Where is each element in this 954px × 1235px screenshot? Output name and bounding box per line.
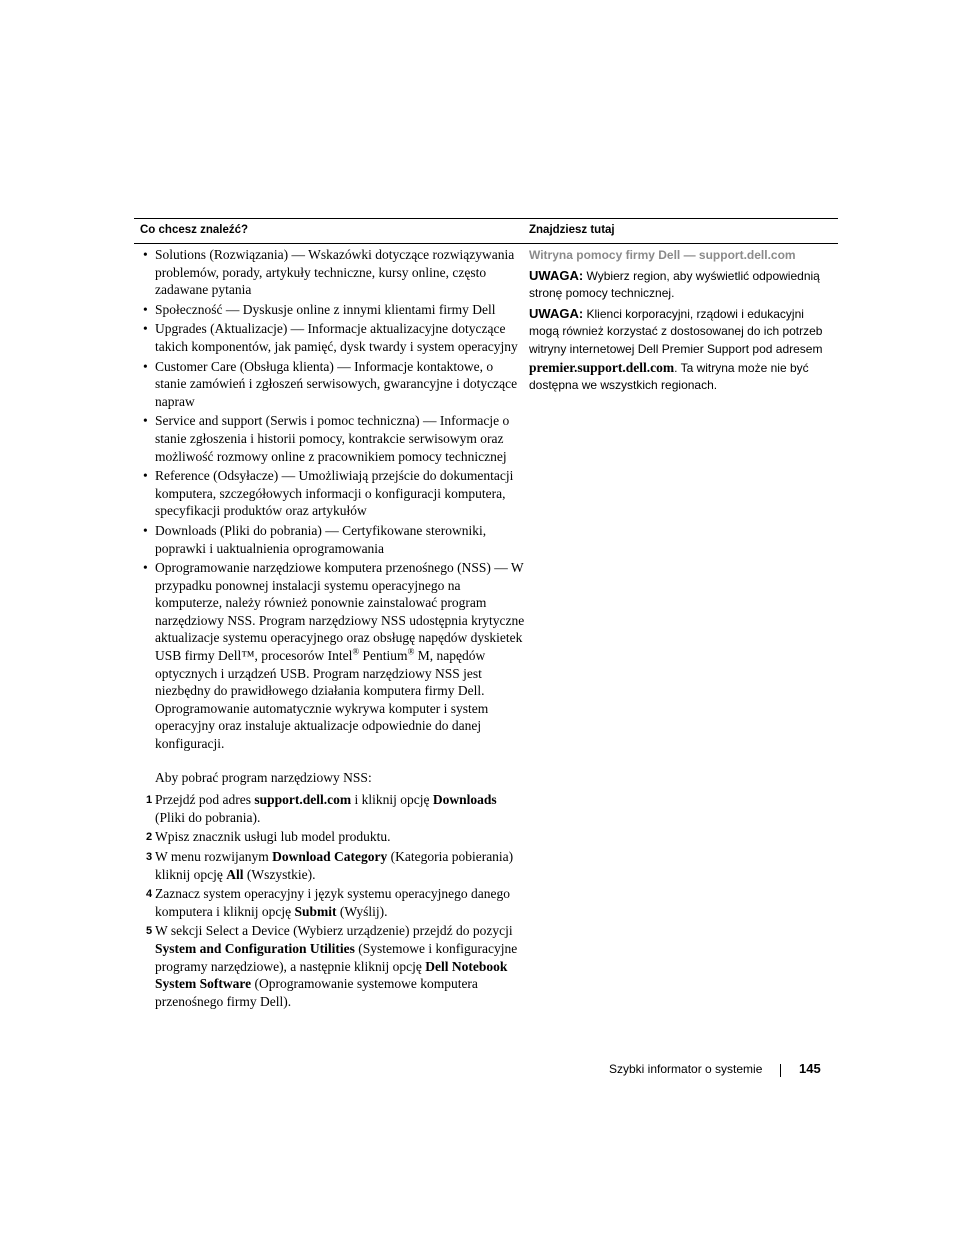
step-item	[140, 848, 525, 883]
step-item	[140, 922, 525, 1010]
list-item	[140, 301, 525, 319]
note-premier	[529, 305, 834, 395]
step-number: 1	[146, 794, 153, 807]
bullet-icon: •	[143, 321, 148, 337]
note-label: UWAGA:	[529, 267, 584, 283]
premier-support-link[interactable]: premier.support.dell.com	[529, 359, 675, 375]
bullet-icon: •	[143, 301, 148, 317]
step-text: Przejdź pod adres	[155, 792, 255, 808]
footer-separator	[780, 1064, 781, 1077]
step-item	[140, 828, 525, 846]
page-number: 145	[799, 1061, 821, 1076]
nss-download-intro: Aby pobrać program narzędziowy NSS:	[155, 769, 372, 785]
download-steps	[140, 791, 525, 1010]
list-item	[140, 522, 525, 557]
bullet-icon: •	[143, 247, 148, 262]
list-item	[140, 358, 525, 411]
list-item-text: Customer Care (Obsługa klienta) — Informacje kontaktowe, o stanie zamówień i zgłoszeń serwisowych, gwarancyjne i dotyczące napraw	[155, 358, 518, 409]
step-number: 3	[146, 851, 153, 863]
step-number: 4	[146, 888, 153, 901]
footer-title: Szybki informator o systemie	[609, 1062, 763, 1076]
list-item-text: Service and support (Serwis i pomoc techniczna) — Informacje o stanie zgłoszenia i historii pomocy, kontrakcie serwisowym oraz możliwość rozmowy online z pracownikiem pomocy technicznej	[155, 413, 510, 464]
list-item	[140, 467, 525, 520]
list-item-text: Reference (Odsyłacze) — Umożliwiają przejście do dokumentacji komputera, szczegółowych informacji o konfiguracji komputera, specyfikacji produktów oraz artykułów	[155, 468, 514, 519]
step-text: (Oprogramowanie systemowe komputera przenośnego firmy Dell).	[155, 976, 478, 1009]
step-option-notebook-software: Dell Notebook System Software	[155, 958, 508, 992]
step-option-system-utilities: System and Configuration Utilities	[155, 940, 355, 956]
step-option-download-category: Download Category	[272, 849, 388, 864]
column-header-where: Znajdziesz tutaj	[529, 224, 615, 236]
step-text: (Kategoria pobierania) kliknij opcję	[155, 849, 514, 882]
note-region	[529, 267, 834, 303]
step-option-submit: Submit	[294, 903, 337, 919]
step-link-support[interactable]: support.dell.com	[254, 792, 352, 808]
list-item-text: Społeczność — Dyskusje online z innymi klientami firmy Dell	[155, 301, 496, 317]
step-item	[140, 885, 525, 920]
list-item-nss	[140, 559, 525, 753]
header-bottom-rule	[134, 243, 838, 244]
support-site-heading: Witryna pomocy firmy Dell — support.dell.com	[529, 248, 796, 262]
nss-text-2: Pentium	[362, 648, 408, 664]
step-text: Zaznacz system operacyjny i język systemu operacyjnego danego komputera i kliknij opcję	[155, 886, 510, 919]
bullet-icon: •	[143, 468, 148, 484]
note-label: UWAGA:	[529, 305, 584, 321]
step-number: 5	[146, 925, 153, 938]
registered-mark: ®	[407, 646, 415, 657]
step-item	[140, 791, 525, 826]
table-top-rule	[134, 218, 838, 219]
list-item	[140, 246, 525, 299]
registered-mark: ®	[352, 646, 360, 657]
step-option-all: All	[226, 866, 244, 882]
step-text: i kliknij opcję	[351, 792, 433, 808]
note-text: . Ta witryna może nie być dostępna we wszystkich regionach.	[529, 360, 809, 393]
step-text: (Pliki do pobrania).	[155, 809, 261, 825]
step-text: Wpisz znacznik usługi lub model produktu.	[155, 829, 391, 845]
bullet-icon: •	[143, 560, 148, 576]
step-text: W sekcji Select a Device (Wybierz urządzenie) przejdź do pozycji	[155, 923, 513, 939]
right-column	[529, 247, 834, 397]
bullet-icon: •	[143, 522, 148, 538]
bullet-icon: •	[143, 358, 148, 374]
note-text: Klienci korporacyjni, rządowi i edukacyjni mogą również korzystać z dostosowanej do ich potrzeb witryny internetowej Dell Premier Support pod adresem	[529, 306, 823, 356]
topics-list	[140, 246, 525, 753]
step-number: 2	[146, 831, 153, 844]
list-item-text: Upgrades (Aktualizacje) — Informacje aktualizacyjne dotyczące takich komponentów, jak pamięć, dysk twardy i system operacyjny	[155, 321, 518, 354]
bullet-icon: •	[143, 413, 148, 429]
note-text: Wybierz region, aby wyświetlić odpowiednią stronę pomocy technicznej.	[529, 268, 820, 301]
column-header-what: Co chcesz znaleźć?	[140, 224, 249, 236]
nss-text-1: Oprogramowanie narzędziowe komputera przenośnego (NSS) — W przypadku ponownej instalacji systemu operacyjnego na komputerze, należy również ponownie zainstalować program narzędziowy NSS. Program narzędziowy NSS udostępnia krytyczne aktualizacje systemu operacyjnego oraz obsługę napędów dyskietek USB firmy Dell™, procesorów Intel	[155, 560, 525, 664]
list-item-text: Solutions (Rozwiązania) — Wskazówki dotyczące rozwiązywania problemów, porady, artykuły techniczne, kursy online, często zadawane pytania	[155, 247, 515, 298]
step-text: (Wyślij).	[336, 903, 388, 919]
list-item	[140, 412, 525, 465]
left-column	[140, 246, 525, 1012]
list-item	[140, 320, 525, 355]
step-text: (Systemowe i konfiguracyjne programy narzędziowe), a następnie kliknij opcję	[155, 940, 518, 974]
step-option-downloads: Downloads	[432, 792, 497, 808]
list-item-text: Downloads (Pliki do pobrania) — Certyfikowane sterowniki, poprawki i uaktualnienia oprogramowania	[155, 522, 487, 556]
nss-text-3: M, napędów optycznych i urządzeń USB. Program narzędziowy NSS jest niezbędny do prawidłowego działania komputera firmy Dell. Oprogramowanie automatycznie wykrywa komputer i system operacyjny oraz instaluje aktualizacje odpowiednie do danej konfiguracji.	[155, 648, 489, 752]
step-text: W menu rozwijanym	[155, 849, 273, 864]
step-text: (Wszystkie).	[243, 866, 316, 882]
